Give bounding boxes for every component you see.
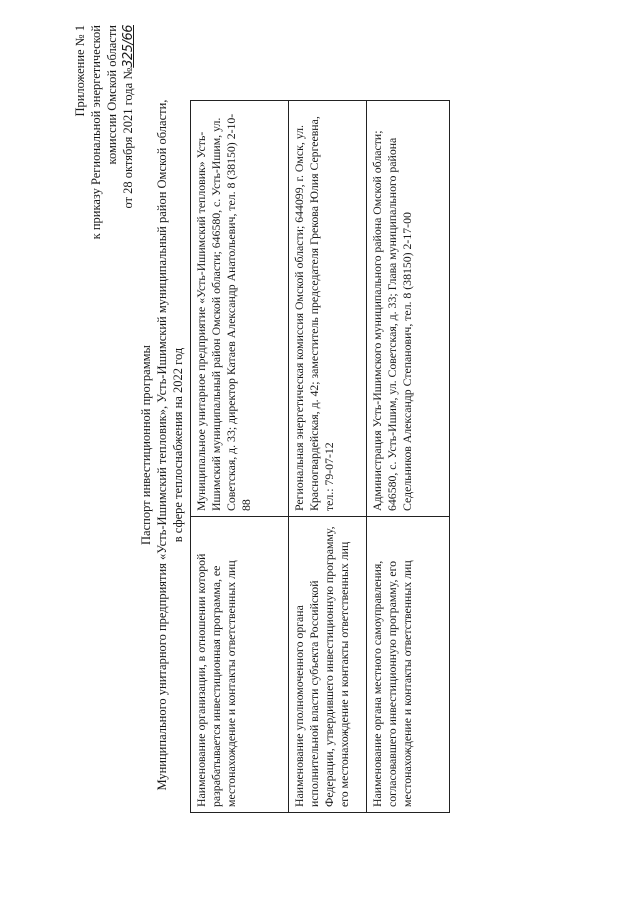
heading-organization: Муниципального унитарного предприятия «Усть-Ишимский тепловик», Усть-Ишимский муниципальный район Омской области,	[155, 99, 169, 791]
appendix-date: от 28 октября 2021 года №	[121, 67, 135, 209]
appendix-block	[72, 25, 137, 295]
document-heading	[138, 95, 186, 795]
appendix-commission: комиссии Омской области	[105, 25, 119, 165]
appendix-date-number	[120, 25, 137, 295]
row-label: Наименование организации, в отношении которой разрабатывается инвестиционная программа, ее местонахождение и контакты ответственных лиц	[191, 517, 289, 813]
heading-title: Паспорт инвестиционной программы	[139, 345, 153, 545]
heading-scope: в сфере теплоснабжения на 2022 год	[171, 347, 185, 543]
table-row	[367, 101, 450, 813]
table-row	[191, 101, 289, 813]
row-value: Муниципальное унитарное предприятие «Усть-Ишимский тепловик» Усть-Ишимский муниципальный район Омской области; 646580, с. Усть-Ишим, ул. Советская, д. 33; директор Катаев Александр Анатольевич, тел. 8 (38150) 2-10-88	[191, 101, 289, 517]
order-number-handwritten: 325/66	[121, 25, 136, 68]
appendix-title: Приложение № 1	[73, 25, 87, 117]
table-row	[289, 101, 367, 813]
row-value: Региональная энергетическая комиссия Омской области; 644099, г. Омск, ул. Красногвардейская, д. 42; заместитель председателя Грекова Юлия Сергеевна, тел.: 79-07-12	[289, 101, 367, 517]
row-label: Наименование органа местного самоуправления, согласовавшего инвестиционную программу, его местонахождение и контакты ответственных лиц	[367, 517, 450, 813]
row-value: Администрация Усть-Ишимского муниципального района Омской области; 646580, с. Усть-Ишим, ул. Советская, д. 33; Глава муниципального района Седельников Александр Степанович, тел. 8 (38150) 2-17-00	[367, 101, 450, 517]
row-label: Наименование уполномоченного органа исполнительной власти субъекта Российской Федерации, утвердившего инвестиционную программу, его местонахождение и контакты ответственных лиц	[289, 517, 367, 813]
appendix-order-ref: к приказу Региональной энергетической	[89, 25, 103, 240]
passport-table	[190, 100, 450, 813]
